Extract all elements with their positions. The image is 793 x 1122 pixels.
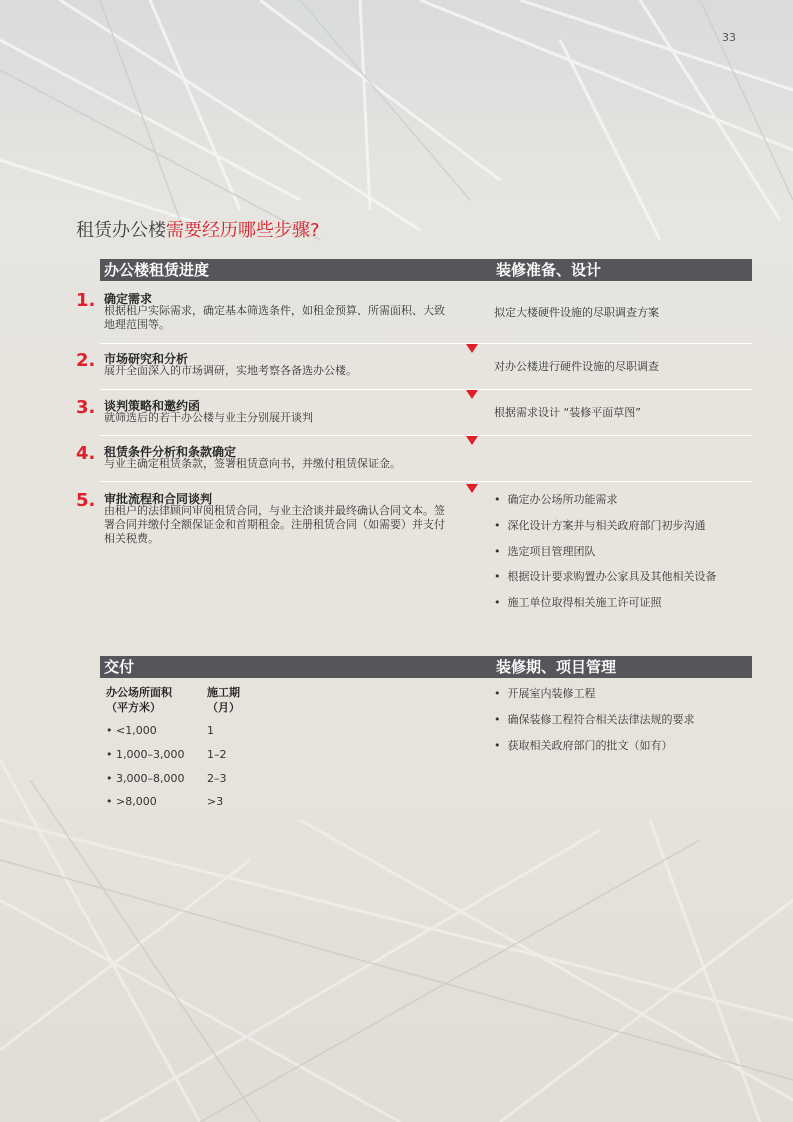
table-cell-area: • >8,000 (106, 795, 157, 808)
design-item-2: 对办公楼进行硬件设施的尽职调查 (494, 360, 659, 373)
step-description: 就筛选后的若干办公楼与业主分别展开谈判 (104, 411, 313, 424)
arrow-down-icon (466, 436, 478, 445)
table-cell-period: 1–2 (207, 748, 227, 761)
step-title: 审批流程和合同谈判 (104, 492, 213, 506)
step-number: 1. (76, 290, 96, 311)
divider (100, 343, 752, 344)
table-cell-area: • <1,000 (106, 724, 157, 737)
step-description: 与业主确定租赁条款，签署租赁意向书，并缴付租赁保证金。 (104, 457, 401, 470)
construction-header: 装修期、项目管理 (492, 656, 752, 678)
table-cell-area: • 1,000–3,000 (106, 748, 185, 761)
page-number: 33 (722, 31, 736, 44)
design-bullet: • 根据设计要求购置办公家具及其他相关设备 (494, 570, 717, 583)
construction-bullet: • 确保装修工程符合相关法律法规的要求 (494, 713, 695, 726)
step-number: 4. (76, 443, 96, 464)
title-highlight: 需要经历哪些步骤? (166, 220, 320, 241)
design-bullet: • 深化设计方案并与相关政府部门初步沟通 (494, 519, 706, 532)
step-title: 谈判策略和邀约函 (104, 399, 201, 413)
design-item-1: 拟定大楼硬件设施的尽职调查方案 (494, 306, 659, 319)
arrow-down-icon (466, 344, 478, 353)
table-header-area: 办公场所面积 （平方米） (106, 686, 172, 714)
step-title: 确定需求 (104, 292, 153, 306)
construction-bullet: • 开展室内装修工程 (494, 687, 596, 700)
design-bullet: • 选定项目管理团队 (494, 545, 596, 558)
step-description: 展开全面深入的市场调研，实地考察各备选办公楼。 (104, 364, 357, 377)
step-number: 5. (76, 490, 96, 511)
step-title: 市场研究和分析 (104, 352, 189, 366)
step-description: 由租户的法律顾问审阅租赁合同，与业主洽谈并最终确认合同文本。签署合同并缴付全额保证金和首期租金。注册租赁合同（如需要）并支付相关税费。 (104, 504, 445, 545)
divider (100, 389, 752, 390)
table-cell-period: 2–3 (207, 772, 227, 785)
table-cell-period: 1 (207, 724, 214, 737)
step-number: 3. (76, 397, 96, 418)
delivery-header: 交付 (100, 656, 492, 678)
arrow-down-icon (466, 390, 478, 399)
design-item-3: 根据需求设计 “装修平面草图” (494, 406, 641, 419)
design-prep-header: 装修准备、设计 (492, 259, 752, 281)
construction-bullet: • 获取相关政府部门的批文（如有） (494, 739, 673, 752)
leasing-progress-header: 办公楼租赁进度 (100, 259, 492, 281)
divider (100, 481, 752, 482)
step-number: 2. (76, 350, 96, 371)
step-description: 根据租户实际需求，确定基本筛选条件，如租金预算、所需面积、大致地理范围等。 (104, 304, 445, 331)
table-header-period: 施工期 （月） (207, 686, 240, 714)
step-title: 租赁条件分析和条款确定 (104, 445, 237, 459)
design-bullet: • 确定办公场所功能需求 (494, 493, 618, 506)
arrow-down-icon (466, 484, 478, 493)
table-cell-area: • 3,000–8,000 (106, 772, 185, 785)
divider (100, 435, 752, 436)
page-title (76, 216, 320, 242)
title-plain: 租赁办公楼 (76, 220, 166, 241)
design-bullet: • 施工单位取得相关施工许可证照 (494, 596, 662, 609)
table-cell-period: >3 (207, 795, 224, 808)
